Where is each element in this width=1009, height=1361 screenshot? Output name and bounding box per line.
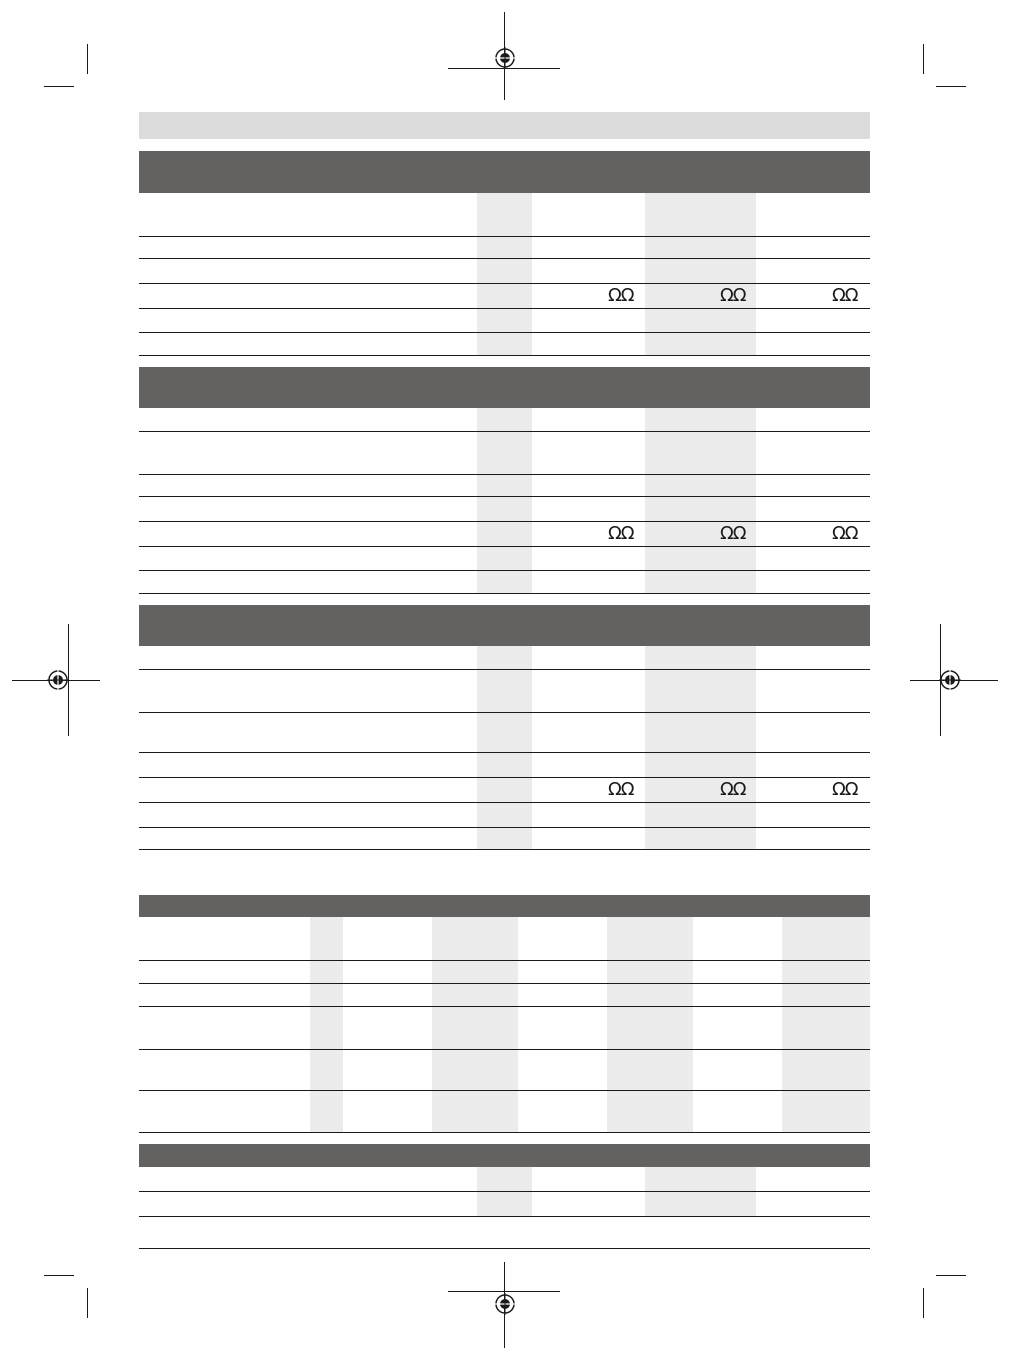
row-divider: [139, 546, 870, 547]
row-divider: [139, 752, 870, 753]
page-header-band: [139, 112, 870, 139]
row-divider: [139, 802, 870, 803]
shaded-column: [645, 193, 756, 355]
registration-mark-icon: [47, 669, 69, 691]
shaded-column: [477, 408, 532, 593]
row-divider: [139, 1216, 870, 1217]
ohm-pair-symbol: ΩΩ: [720, 779, 746, 800]
row-divider: [139, 431, 870, 432]
table-header-bar: [139, 605, 870, 646]
shaded-column: [645, 646, 756, 849]
row-divider: [139, 712, 870, 713]
row-divider: [139, 777, 870, 778]
row-divider: [139, 308, 870, 309]
ohm-pair-symbol: ΩΩ: [608, 779, 634, 800]
row-divider: [139, 669, 870, 670]
registration-mark-icon: [939, 669, 961, 691]
row-divider: [139, 1049, 870, 1050]
table-header-bar: [139, 1144, 870, 1167]
row-divider: [139, 827, 870, 828]
row-divider: [139, 1191, 870, 1192]
shaded-column: [477, 193, 532, 355]
ohm-pair-symbol: ΩΩ: [832, 779, 858, 800]
row-divider: [139, 570, 870, 571]
row-divider: [139, 960, 870, 961]
row-divider: [139, 355, 870, 356]
shaded-column: [645, 408, 756, 593]
ohm-pair-symbol: ΩΩ: [832, 285, 858, 306]
shaded-column: [432, 917, 518, 1132]
ohm-pair-symbol: ΩΩ: [832, 523, 858, 544]
shaded-column: [782, 917, 870, 1132]
row-divider: [139, 849, 870, 850]
shaded-column: [607, 917, 693, 1132]
ohm-pair-symbol: ΩΩ: [608, 285, 634, 306]
shaded-column: [477, 646, 532, 849]
table-header-bar: [139, 367, 870, 408]
row-divider: [139, 236, 870, 237]
row-divider: [139, 1248, 870, 1249]
row-divider: [139, 1006, 870, 1007]
ohm-pair-symbol: ΩΩ: [720, 523, 746, 544]
row-divider: [139, 332, 870, 333]
row-divider: [139, 283, 870, 284]
registration-mark-icon: [494, 1293, 516, 1315]
row-divider: [139, 1132, 870, 1133]
ohm-pair-symbol: ΩΩ: [720, 285, 746, 306]
row-divider: [139, 474, 870, 475]
shaded-column: [310, 917, 343, 1132]
registration-mark-icon: [494, 47, 516, 69]
row-divider: [139, 521, 870, 522]
table-header-bar: [139, 151, 870, 193]
row-divider: [139, 258, 870, 259]
ohm-pair-symbol: ΩΩ: [608, 523, 634, 544]
table-header-bar: [139, 895, 870, 917]
row-divider: [139, 1090, 870, 1091]
row-divider: [139, 593, 870, 594]
row-divider: [139, 983, 870, 984]
row-divider: [139, 496, 870, 497]
